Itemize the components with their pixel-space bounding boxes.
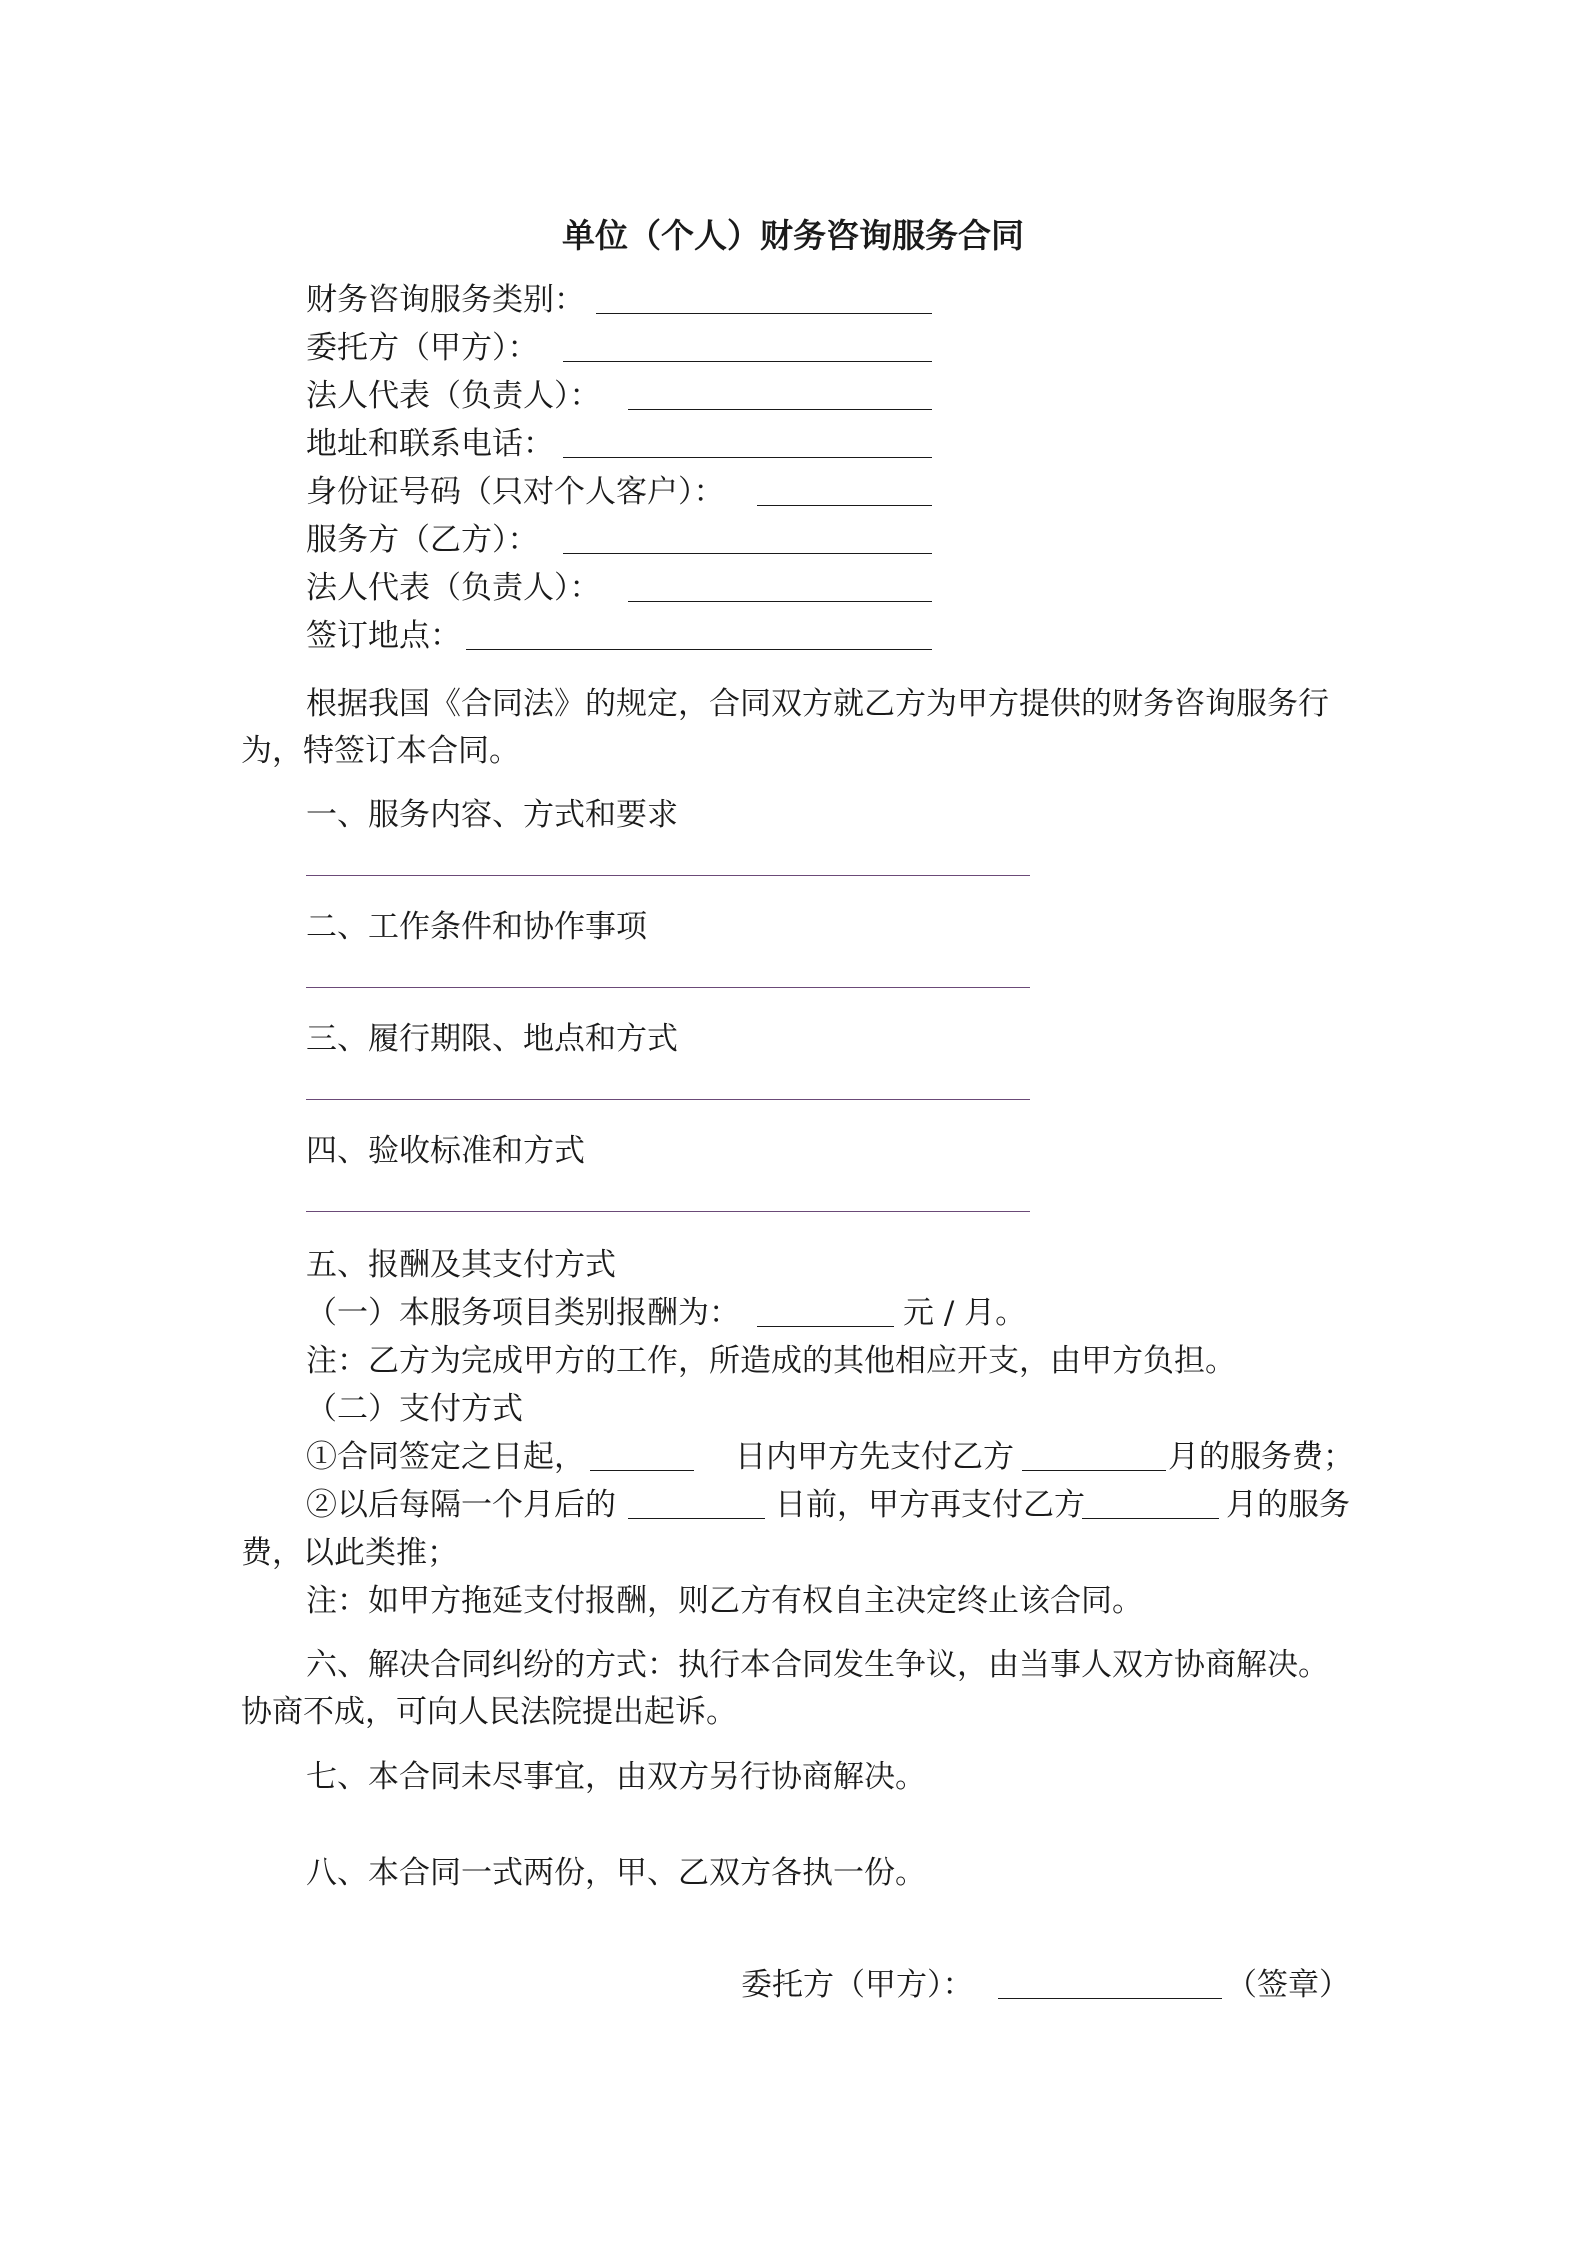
note-expenses: 注：乙方为完成甲方的工作，所造成的其他相应开支，由甲方负担。 xyxy=(306,1343,1236,1379)
field-legal-rep-b-blank[interactable] xyxy=(628,601,932,602)
field-legal-rep-b-label: 法人代表（负责人）： xyxy=(306,570,601,606)
section-7: 七、本合同未尽事宜，由双方另行协商解决。 xyxy=(306,1759,926,1795)
signature-blank[interactable] xyxy=(998,1998,1222,1999)
fee-label: （一）本服务项目类别报酬为： xyxy=(306,1295,740,1331)
section-2-blank[interactable] xyxy=(306,987,1030,988)
section-4-heading: 四、验收标准和方式 xyxy=(306,1133,585,1169)
payment-item-2-continued: 费，以此类推； xyxy=(241,1535,458,1571)
payment-item-2-months-blank[interactable] xyxy=(1082,1518,1219,1519)
payment-item-1-days-blank[interactable] xyxy=(590,1470,694,1471)
section-3-blank[interactable] xyxy=(306,1099,1030,1100)
section-4-blank[interactable] xyxy=(306,1211,1030,1212)
field-id-blank[interactable] xyxy=(757,505,932,506)
payment-item-1-b: 日内甲方先支付乙方 xyxy=(735,1439,1014,1475)
intro-line-2: 为，特签订本合同。 xyxy=(241,733,520,769)
intro-line-1: 根据我国《合同法》的规定，合同双方就乙方为甲方提供的财务咨询服务行 xyxy=(306,686,1329,722)
field-sign-place-label: 签订地点： xyxy=(306,618,461,654)
field-legal-rep-a-label: 法人代表（负责人）： xyxy=(306,378,601,414)
field-party-b-label: 服务方（乙方）： xyxy=(306,522,539,558)
field-category-blank[interactable] xyxy=(596,313,932,314)
section-1-blank[interactable] xyxy=(306,875,1030,876)
section-3-heading: 三、履行期限、地点和方式 xyxy=(306,1021,678,1057)
payment-item-2-c: 月的服务 xyxy=(1226,1487,1350,1523)
field-party-a-blank[interactable] xyxy=(563,361,932,362)
field-party-a-label: 委托方（甲方）： xyxy=(306,330,539,366)
section-1-heading: 一、服务内容、方式和要求 xyxy=(306,797,678,833)
section-6-line-1: 六、解决合同纠纷的方式：执行本合同发生争议，由当事人双方协商解决。 xyxy=(306,1647,1329,1683)
payment-method-title: （二）支付方式 xyxy=(306,1391,523,1427)
payment-item-1-c: 月的服务费； xyxy=(1168,1439,1354,1475)
payment-item-2-a: ②以后每隔一个月后的 xyxy=(306,1487,616,1523)
note-late-payment: 注：如甲方拖延支付报酬，则乙方有权自主决定终止该合同。 xyxy=(306,1583,1143,1619)
payment-item-2-b: 日前，甲方再支付乙方 xyxy=(775,1487,1085,1523)
fee-unit: 元 / 月。 xyxy=(903,1295,1027,1331)
section-6-line-2: 协商不成，可向人民法院提出起诉。 xyxy=(241,1694,737,1730)
payment-item-1-months-blank[interactable] xyxy=(1022,1470,1166,1471)
section-5-heading: 五、报酬及其支付方式 xyxy=(306,1247,616,1283)
field-party-b-blank[interactable] xyxy=(563,553,932,554)
field-category-label: 财务咨询服务类别： xyxy=(306,282,585,318)
field-address-label: 地址和联系电话： xyxy=(306,426,554,462)
section-2-heading: 二、工作条件和协作事项 xyxy=(306,909,647,945)
signature-label: 委托方（甲方）： xyxy=(741,1967,974,2003)
field-id-label: 身份证号码（只对个人客户）： xyxy=(306,474,725,510)
field-legal-rep-a-blank[interactable] xyxy=(628,409,932,410)
contract-title: 单位（个人）财务咨询服务合同 xyxy=(562,216,1024,255)
field-address-blank[interactable] xyxy=(563,457,932,458)
signature-seal: （签章） xyxy=(1226,1967,1350,2003)
payment-item-1-a: ①合同签定之日起， xyxy=(306,1439,585,1475)
section-8: 八、本合同一式两份，甲、乙双方各执一份。 xyxy=(306,1855,926,1891)
fee-blank[interactable] xyxy=(757,1326,894,1327)
payment-item-2-days-blank[interactable] xyxy=(628,1518,765,1519)
field-sign-place-blank[interactable] xyxy=(466,649,932,650)
